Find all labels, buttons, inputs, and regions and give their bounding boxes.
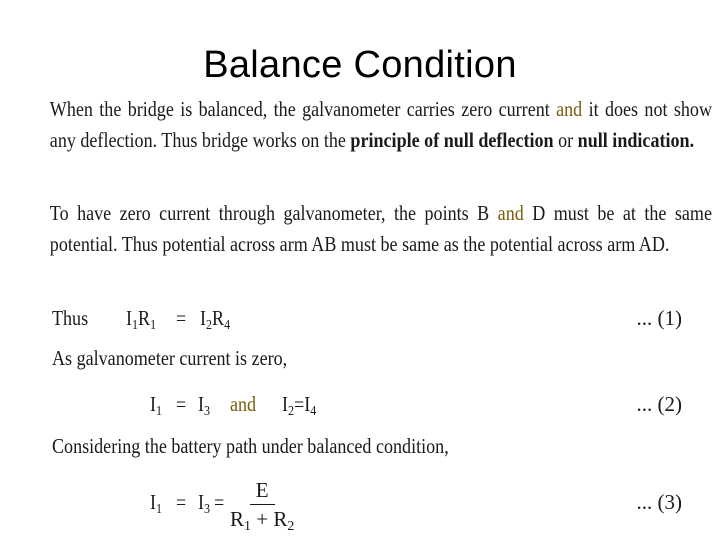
equation-3-i3: $I_3$ (198, 490, 211, 517)
note-galvanometer-row (0, 346, 720, 380)
fraction-denominator: $R_1 + R_2$ (230, 507, 295, 534)
equation-3-equals: = (176, 490, 187, 514)
note-galvanometer-zero: As galvanometer current is zero, (52, 346, 288, 370)
equation-2-i2-i4: $I_2=I_4$ (282, 392, 317, 419)
equation-1-lhs: $I_1R_1$ (126, 306, 157, 333)
para1-text-2: it does not show any deflection. Thus bridge works on the (49, 97, 712, 152)
slide-title: Balance Condition (203, 44, 517, 86)
equation-3-fraction (226, 478, 298, 539)
equation-1-rhs: $I_2R_4$ (200, 306, 231, 333)
paragraph-zero-current (24, 198, 712, 260)
equation-3-number: ... (3) (636, 490, 682, 514)
equation-3-i1: $I_1$ (150, 490, 163, 517)
equation-3-equals-2: = (214, 490, 225, 514)
equation-1-equals: = (176, 306, 187, 330)
para1-text-1: When the bridge is balanced, the galvanometer carries zero current (49, 97, 557, 121)
paragraph-balanced-bridge (24, 94, 712, 156)
note-battery-path: Considering the battery path under balanced condition, (52, 434, 449, 458)
para2-text-1: To have zero current through galvanometer, the points B (49, 201, 498, 225)
fraction-numerator: E (250, 478, 275, 505)
para2-and-highlight: and (497, 201, 524, 225)
equation-3-row (0, 490, 720, 524)
equation-1-label: Thus (52, 306, 89, 330)
equation-2-number: ... (2) (636, 392, 682, 416)
para1-bold-null-indication: null indication. (577, 128, 695, 152)
note-battery-row (0, 434, 720, 468)
para1-and-highlight: and (556, 97, 583, 121)
para2-text-2: D must be at the same potential. Thus potential across arm AB must be same as the potential across arm AD. (49, 201, 712, 256)
equation-2-equals: = (176, 392, 187, 416)
para1-bold-principle: principle of null deflection (350, 128, 554, 152)
equation-2-i3: $I_3$ (198, 392, 211, 419)
equation-2-row (0, 392, 720, 426)
equation-2-i1: $I_1$ (150, 392, 163, 419)
equation-2-and: and (230, 392, 257, 416)
para1-text-3: or (553, 128, 578, 152)
equation-1-row (0, 306, 720, 340)
equation-1-number: ... (1) (636, 306, 682, 330)
